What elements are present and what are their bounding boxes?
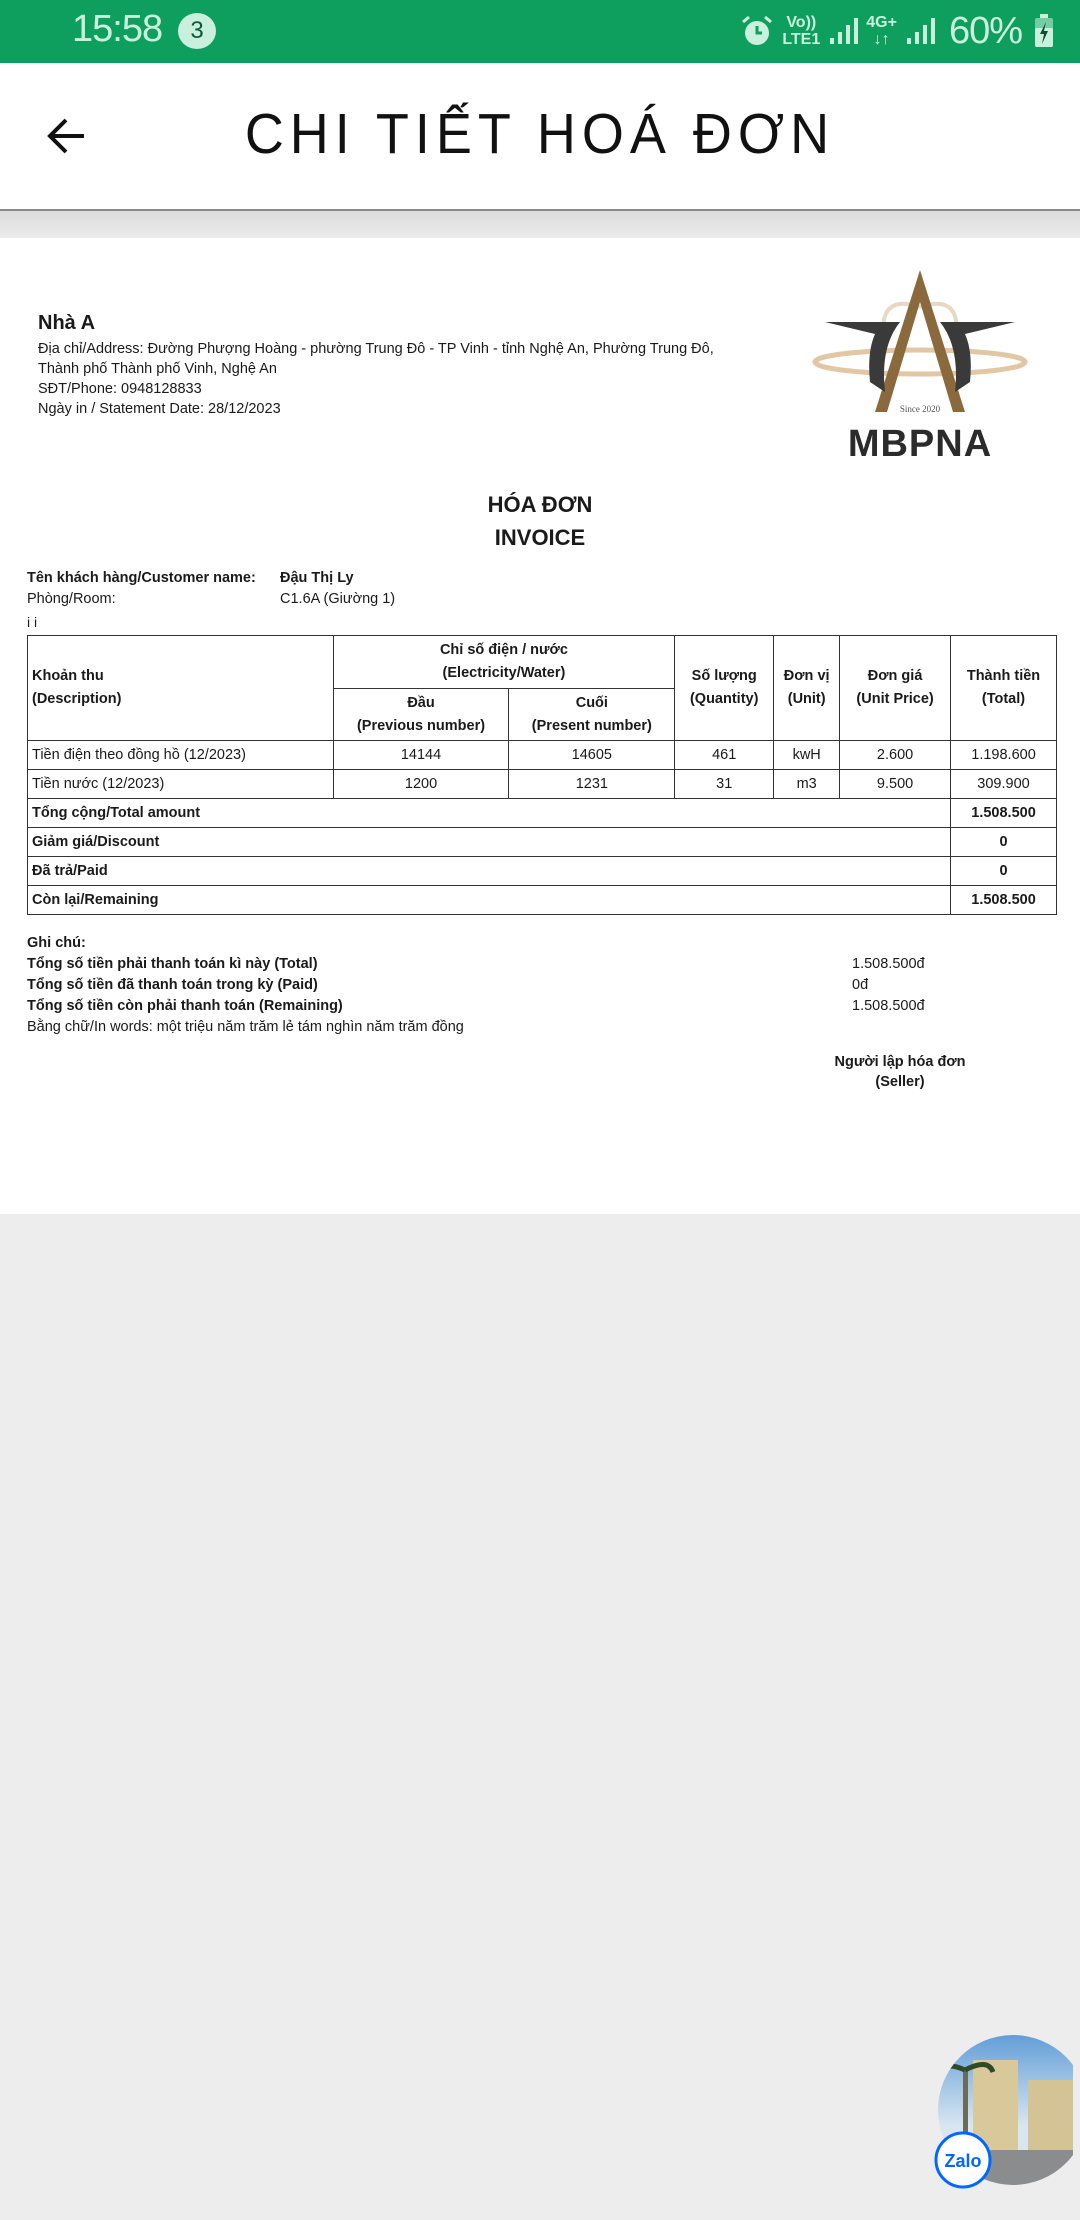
status-bar xyxy=(0,0,1080,63)
summary-value: 0 xyxy=(951,857,1057,886)
app-bar xyxy=(0,63,1080,211)
cell-unit-price: 2.600 xyxy=(840,741,951,770)
cell-previous: 1200 xyxy=(333,770,509,799)
svg-text:Since 2020: Since 2020 xyxy=(899,404,941,414)
notification-count-badge: 3 xyxy=(178,13,216,49)
customer-name-label: Tên khách hàng/Customer name: xyxy=(27,570,256,586)
status-icons xyxy=(740,6,1054,56)
header-quantity: Số lượng (Quantity) xyxy=(675,636,774,741)
amount-in-words: Bằng chữ/In words: một triệu năm trăm lẻ tám nghìn năm trăm đồng xyxy=(27,1019,464,1035)
cell-description: Tiền điện theo đồng hồ (12/2023) xyxy=(28,741,334,770)
page-title: CHI TIẾT HOÁ ĐƠN xyxy=(244,102,836,166)
summary-row-paid xyxy=(28,857,1057,886)
signer-block: Người lập hóa đơn (Seller) xyxy=(834,1054,966,1090)
signal-icon-2 xyxy=(905,16,935,46)
header-meter: Chỉ số điện / nước (Electricity/Water) xyxy=(333,636,675,689)
room-label: Phòng/Room: xyxy=(27,591,116,607)
alarm-icon xyxy=(740,14,774,48)
summary-value: 0 xyxy=(951,828,1057,857)
summary-row-total xyxy=(28,799,1057,828)
table-row xyxy=(28,741,1057,770)
cell-total: 309.900 xyxy=(951,770,1057,799)
summary-value: 1.508.500 xyxy=(951,886,1057,915)
header-present: Cuối (Present number) xyxy=(509,689,675,741)
cell-present: 14605 xyxy=(509,741,675,770)
statement-date: Ngày in / Statement Date: 28/12/2023 xyxy=(38,401,281,417)
cell-previous: 14144 xyxy=(333,741,509,770)
stray-text: i i xyxy=(27,614,38,630)
cell-unit-price: 9.500 xyxy=(840,770,951,799)
cell-unit: kwH xyxy=(774,741,840,770)
signal-icon xyxy=(828,16,858,46)
customer-name-value: Đậu Thị Ly xyxy=(280,570,354,586)
cell-present: 1231 xyxy=(509,770,675,799)
summary-value: 1.508.500 xyxy=(951,799,1057,828)
appbar-shadow xyxy=(0,211,1080,239)
summary-label: Còn lại/Remaining xyxy=(28,886,951,915)
summary-row-discount xyxy=(28,828,1057,857)
invoice-title-vi: HÓA ĐƠN xyxy=(487,492,593,517)
invoice-document xyxy=(0,238,1080,1214)
note-line-remaining: Tổng số tiền còn phải thanh toán (Remaining) 1.508.500đ xyxy=(27,998,925,1014)
cell-quantity: 461 xyxy=(675,741,774,770)
logo-text: MBPNA xyxy=(847,423,993,465)
seller-phone: SĐT/Phone: 0948128833 xyxy=(38,381,202,397)
room-value: C1.6A (Giường 1) xyxy=(280,591,396,607)
seller-info xyxy=(38,312,758,419)
notes-heading: Ghi chú: xyxy=(27,935,86,951)
header-description: Khoản thu (Description) xyxy=(28,636,334,741)
header-total: Thành tiền (Total) xyxy=(951,636,1057,741)
cell-description: Tiền nước (12/2023) xyxy=(28,770,334,799)
summary-label: Đã trả/Paid xyxy=(28,857,951,886)
cell-quantity: 31 xyxy=(675,770,774,799)
4g-indicator: 4G+ ↓↑ xyxy=(866,14,897,48)
volte-lte-indicator: Vo)) LTE1 xyxy=(782,14,821,48)
invoice-title-en: INVOICE xyxy=(494,525,586,550)
header-previous: Đầu (Previous number) xyxy=(333,689,509,741)
battery-percent: 60% xyxy=(948,9,1022,52)
svg-text:Zalo: Zalo xyxy=(944,2151,982,2171)
cell-total: 1.198.600 xyxy=(951,741,1057,770)
seller-address: Địa chỉ/Address: Đường Phượng Hoàng - phường Trung Đô - TP Vinh - tỉnh Nghệ An, Phường Trung Đô, Thành phố Thành phố Vinh, Nghệ An xyxy=(38,341,714,377)
invoice-title xyxy=(0,488,1080,554)
company-logo xyxy=(805,262,1035,472)
header-unit: Đơn vị (Unit) xyxy=(774,636,840,741)
cell-unit: m3 xyxy=(774,770,840,799)
note-line-total: Tổng số tiền phải thanh toán kì này (Total) 1.508.500đ xyxy=(27,956,925,972)
summary-label: Giảm giá/Discount xyxy=(28,828,951,857)
invoice-table xyxy=(27,635,1057,915)
battery-charging-icon xyxy=(1034,14,1054,48)
status-time: 15:58 xyxy=(72,8,163,50)
seller-name: Nhà A xyxy=(38,312,96,334)
logo-star-icon xyxy=(805,262,1035,432)
header-unit-price: Đơn giá (Unit Price) xyxy=(840,636,951,741)
customer-info xyxy=(27,568,395,610)
table-row xyxy=(28,770,1057,799)
summary-row-remaining xyxy=(28,886,1057,915)
notes-section xyxy=(27,933,1037,1038)
note-line-paid: Tổng số tiền đã thanh toán trong kỳ (Paid) 0đ xyxy=(27,977,869,993)
zalo-chat-bubble[interactable] xyxy=(933,2030,1073,2190)
summary-label: Tổng cộng/Total amount xyxy=(28,799,951,828)
